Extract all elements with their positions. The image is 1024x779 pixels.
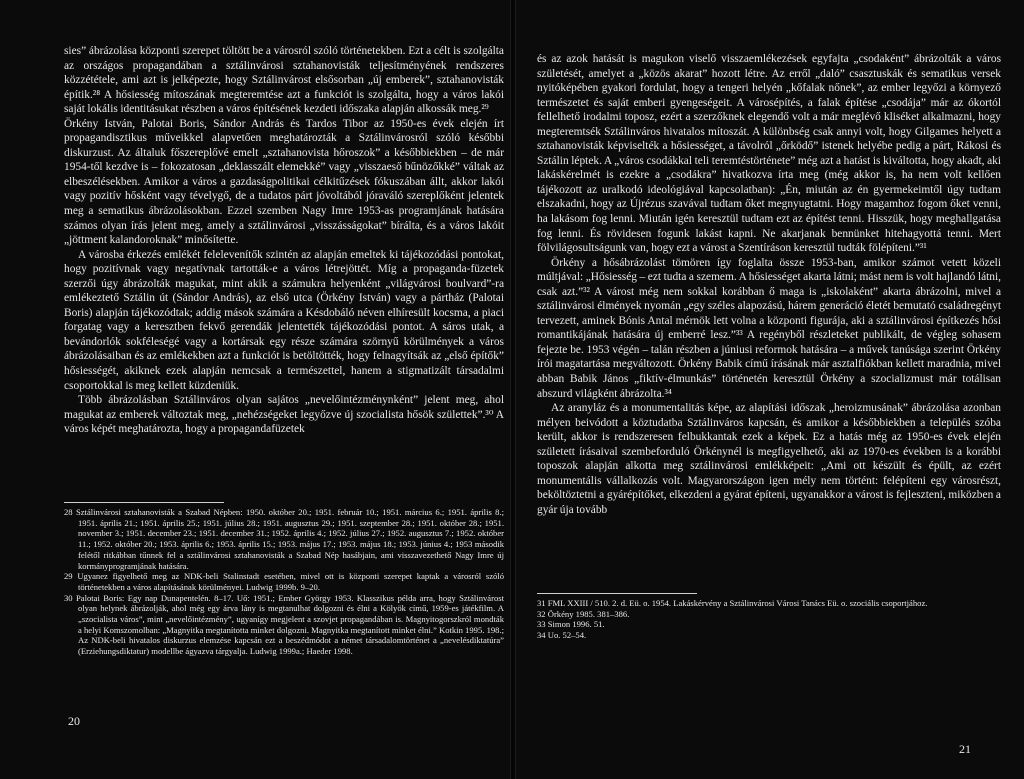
footnote-rule (64, 502, 224, 503)
paragraph: Több ábrázolásban Sztálinváros olyan sajátos „nevelőintézménynként” jelent meg, ahol magukat az emberek változtak meg, „nehézségeket legyőzve új szocialista hősök születtek”.³⁰ A város képét meghatározta, hogy a propagandafüzetek (64, 394, 504, 436)
footnote: 30 Palotai Boris: Egy nap Dunapentelén. 8–17. Uő: 1951.; Ember György 1953. Klasszikus példa arra, hogy Sztálinvárost olyan helynek ábrázolják, ahol még egy árva lány is megtanulhat dolgozni és élni a Kölyök című, 1959-es játékfilm. A „szocialista város”, mint „nevelőintézmény”, ugyanígy megjelent a szovjet propagandában is. Magnyitogorszkról mondták a helyi Komszomolban: „Magnyitka megtanította minket dolgozni. Magnyitka megtanított minket élni.” Kotkin 1995. 198.; Az NDK-beli hivatalos diskurzus elemzése kapcsán ezt a beszédmódot a német társadalomtörténet a „nevelésdiktatúra” (Erziehungsdiktatur) modellbe ágyazva tárgyalja. Ludwig 1999a.; Haeder 1998. (64, 592, 504, 657)
footnote: 29 Ugyanez figyelhető meg az NDK-beli Stalinstadt esetében, mivel ott is központi szerepet kaptak a városról szóló történetekben a város alapításának körülményei. Ludwig 1999b. 9–20. (64, 571, 504, 592)
footnote-rule (537, 593, 697, 594)
footnote: 33 Simon 1996. 51. (537, 619, 605, 630)
footnote: 28 Sztálinvárosi sztahanovisták a Szabad Népben: 1950. október 20.; 1951. február 10.; 1951. március 6.; 1951. április 8.; 1951. április 21.; 1951. április 25.; 1951. július 28.; 1951. augusztus 29.; 1951. szeptember 28.; 1951. október 28.; 1951. november 3.; 1951. december 23.; 1951. december 31.; 1952. április 4.; 1952. július 27.; 1952. augusztus 7.; 1952. október 11.; 1952. október 20.; 1953. április 6.; 1953. április 15.; 1953. május 17.; 1953. május 18.; 1953. június 4.; 1953 második felétől ritkábban tűnnek fel a sztálinvárosi sztahanovisták a Szabad Nép hasábjain, ami visszavezethető Nagy Imre új kormányprogramjának hatására. (64, 507, 504, 571)
right-body-text (537, 52, 1001, 518)
page-number: 21 (959, 742, 971, 756)
paragraph: sies” ábrázolása központi szerepet töltött be a városról szóló történetekben. Ezt a célt is szolgálta az országos propagandában a sztálinvárosi sztahanovisták teljesítményének rendszeres közzététele, ami azt is jelképezte, hogy Sztálinvárost elsősorban „új emberek”, sztahanovisták építik.²⁸ A hősiesség mítoszának megteremtése azt a funkciót is szolgálta, hogy a város lakói saját lokális identitásukat részben a város építésének kezdeti időszaka alapján alkossák meg.²⁹ (64, 45, 504, 116)
paragraph: és az azok hatását is magukon viselő visszaemlékezések egyfajta „csodaként” ábrázolták a város születését, amelyet a „közös akarat” hozott létre. Az erről „daló” csasztuskák és sematikus versek nyitóképében gyakori fordulat, hogy a tengeri helyén „kőfalak nőnek”, az ember legyőzi a környező természetet és saját emberi gyengeségeit. A városépítés, a falak építése „csodája” már az ókortól fellelhető irodalmi toposz, ezért a szerzőknek elegendő volt a már meglévő kliséket alkalmazni, hogy megteremtsék Sztálinváros hivatalos mítoszát. A különbség csak annyi volt, hogy Gilgames helyett a sztahanovisták képviselték a hősiességet, a távolról „őrködő” istenek helyébe pedig a párt, Rákosi és Sztálin léptek. A „város csodákkal teli teremtéstörténete” még azt a hatást is kiváltotta, hogy akadt, aki lakáskérelmét is ezekre a „csodákra” hivatkozva írta meg (még akkor is, ha nem volt kellően tájékozott az uralkodó ideológiával kapcsolatban): „Én, miután az én gyermekeimtől úgy tudtam elszakadni, hogy az Újrézus szavával tudtam őket megnyugtatni. Hogy magamhoz fogom őket venni, ha lakásom fog lenni. Miután igén keresztül tudtam ezt az építést tenni. Hisszük, hogy meghallgatása fog lenni. És rövidesen fogunk lakást kapni. Ne akarjanak bennünket hitehagyottá tenni. Mert fölvilágosultságunk van, hogy ezt a várost a Szentíráson keresztül tudták fölépíteni.”³¹ (537, 53, 1001, 255)
footnote: 31 FML XXIII / 510. 2. d. Eü. o. 1954. Lakáskérvény a Sztálinvárosi Városi Tanács Eü. o. szociális csoportjához. (537, 598, 928, 608)
paragraph: Az aranyláz és a monumentalitás képe, az alapítási időszak „heroizmusának” ábrázolása azonban mélyen beivódott a köztudatba Sztálinváros kapcsán, és amikor a későbbiekben a település szóba került, akkor is rendszeresen felbukkantak ezek a képek. Ez a hatás még az 1950-es évek elején született írásaival szembeforduló Örkénynél is megfigyelhető, aki az 1970-es években is a korábbi toposzok alapján alkotta meg sztálinvárosi emlékképeit: „Ami ott készült és épült, az ezért monumentális vállalkozás volt. Magyarországon igen mély nem történt: felépíteni egy városrészt, beköltöztetni a gyárépítőket, elkezdeni a gyárat építeni, ugyanakkor a várost is fejleszteni, miközben a gyár úja tovább (537, 402, 1001, 516)
footnote: 34 Uo. 52–54. (537, 630, 587, 641)
page-number: 20 (68, 714, 80, 728)
paragraph: A városba érkezés emlékét felelevenítők szintén az alapján emeltek ki tájékozódási pontokat, hogy pozitívnak vagy negatívnak tartották-e a város létrejöttét. Míg a propaganda-füzetek szerzői úgy ábrázolták magukat, mint akik a számukra helyenként „világvárosi boulvard”-ra emlékeztető Sztálin út (Sándor András), az első utca (Örkény István) vagy a pártház (Palotai Boris) alapján tájékozódtak; addig mások számára a Késdobáló néven elhíresült kocsma, a piaci forgatag vagy a keresztben fekvő gerendák jelentették tájékozódási pontot. A sáros utak, a bevándorlók sokféleségé vagy a kortársak egy része számára szörnyű körülmények a város ábrázolásaiban és az emlékekben azt a funkciót is betöltötték, hogy felnagyítsák az „első építők” hősiességét, akiknek ezek alapján nemcsak a természettel, hanem a stigmatizált társadalmi csoportokkal is meg kellett küzdeniük. (64, 248, 504, 392)
footnote: 32 Örkény 1985. 381–386. (537, 608, 630, 619)
right-page (513, 0, 1024, 779)
paragraph: Örkény István, Palotai Boris, Sándor András és Tardos Tibor az 1950-es évek elején írt propagandisztikus műveikkel alapvetően meghatározták a Sztálinvárosról szóló későbbi diskurzust. Az általuk főszereplővé emelt „sztahanovista hőroszok” a későbbiekben – de már 1954-től kezdve is – fokozatosan „deklasszált elemekké” vagy „visszaeső bűnözőkké” váltak az elbeszélésekben. Amikor a város a gazdaságpolitikai célkitűzések fókuszában állt, akkor lakói vagy pozitív hősként vagy tévelygő, de a tudatos párt jóvoltából jóraváló szereplőként jelentek meg a sematikus ábrázolásokban. Ezzel szemben Nagy Imre 1953-as programjának hatására számos olyan írás jelent meg, amely a sztálinvárosi „visszásságokat” bírálta, és a város lakóit „jöttment kalandoroknak” minősítette. (64, 117, 504, 247)
left-footnotes (64, 502, 504, 657)
left-body-text (64, 44, 504, 437)
right-footnotes (537, 593, 1001, 641)
paragraph: Örkény a hősábrázolást tömören így foglalta össze 1953-ban, amikor számot vetett közeli múltjával: „Hősiesség – ezt tudta a szemem. A hősiességet akarta látni; mást nem is volt hajlandó látni, csak azt.”³² A várost még nem sokkal korábban ő maga is „iskolaként” akarta ábrázolni, mivel a sztálinvárosi élmények nyomán „egy széles alapozású, hárem generáció életét bemutató családregényt tervezett, aminek Bónis Antal mérnök lett volna a központi figurája, aki a sztálinvárosi építkezés hősi romantikájának hatására új emberré lesz.”³³ A regényből részleteket publikált, de végleg sohasem fejezte be. 1953 végén – talán részben a júniusi reformok hatására – a művek tanúsága szerint Örkény írói magatartása megváltozott. Örkény Babik című írásának már asztalfiókban kellett maradnia, mivel abban Babik János „fiktív-élmunkás” történetén keresztül Örkény a szocializmust már totálisan abszurd világként ábrázolta.³⁴ (537, 256, 1001, 400)
